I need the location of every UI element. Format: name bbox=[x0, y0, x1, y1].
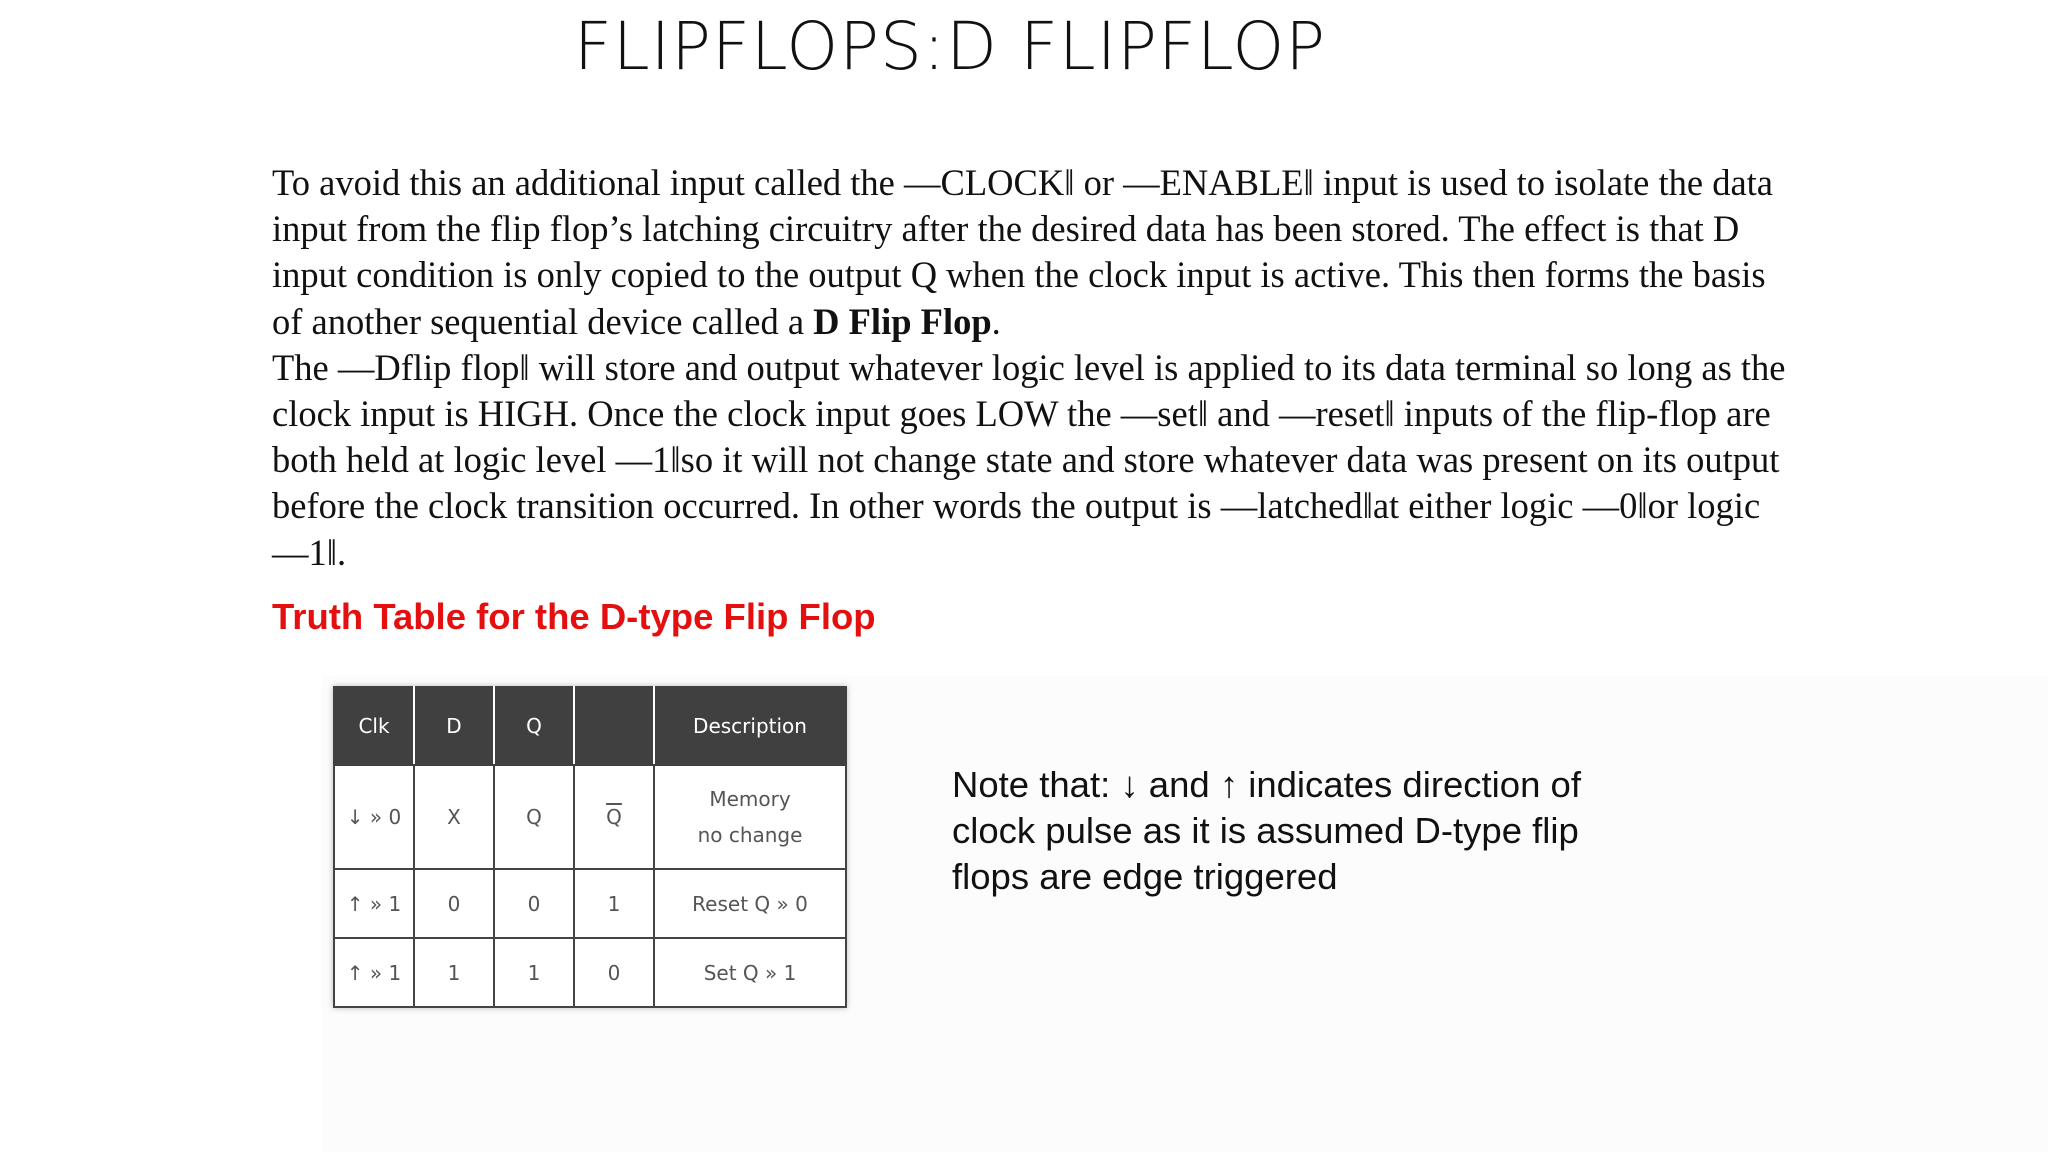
cell-qbar: 1 bbox=[574, 869, 654, 938]
paragraph-2: The ―Dflip flop‖ will store and output whatever logic level is applied to its data terminal so long as the clock input is HIGH. Once the clock input goes LOW the ―set‖ and ―reset‖ inputs of the flip-flop are both held at logic level ―1‖so it will not change state and store whatever data was present on its output before the clock transition occurred. In other words the output is ―latched‖at either logic ―0‖or logic ―1‖. bbox=[272, 346, 1786, 573]
note-text: Note that: ↓ and ↑ indicates direction of clock pulse as it is assumed D-type flip flops are edge triggered bbox=[952, 764, 1581, 897]
cell-clk: ↑ » 1 bbox=[334, 938, 414, 1007]
qbar-symbol: $\overline{Q}$ bbox=[606, 805, 622, 829]
truth-table bbox=[333, 686, 847, 1008]
table-row bbox=[334, 765, 846, 869]
truth-table-panel bbox=[322, 676, 2048, 1152]
slide-title: FLIPFLOPS:D FLIPFLOP bbox=[573, 8, 1327, 85]
description-line-2: no change bbox=[697, 823, 803, 847]
cell-q: Q bbox=[494, 765, 574, 869]
paragraph-1 bbox=[272, 160, 1802, 345]
paragraph-1-bold-term: D Flip Flop bbox=[813, 300, 992, 342]
paragraph-1-text: To avoid this an additional input called the ―CLOCK‖ or ―ENABLE‖ input is used to isolate the data input from the flip flop’s latching circuitry after the desired data has been stored. The effect is that D input condition is only copied to the output Q when the clock input is active. This then forms the basis of another sequential device called a bbox=[272, 162, 1774, 342]
paragraph-1-end: . bbox=[991, 300, 1001, 342]
cell-q: 0 bbox=[494, 869, 574, 938]
cell-qbar bbox=[574, 765, 654, 869]
header-q: Q bbox=[494, 687, 574, 765]
cell-clk: ↑ » 1 bbox=[334, 869, 414, 938]
cell-clk: ↓ » 0 bbox=[334, 765, 414, 869]
description-line-1: Memory bbox=[709, 787, 791, 811]
body-text bbox=[272, 160, 1802, 576]
header-clk: Clk bbox=[334, 687, 414, 765]
table-header-row bbox=[334, 687, 846, 765]
cell-d: X bbox=[414, 765, 494, 869]
header-description: Description bbox=[654, 687, 846, 765]
cell-description: Reset Q » 0 bbox=[654, 869, 846, 938]
cell-qbar: 0 bbox=[574, 938, 654, 1007]
header-qbar bbox=[574, 687, 654, 765]
header-d: D bbox=[414, 687, 494, 765]
truth-table-heading: Truth Table for the D-type Flip Flop bbox=[272, 596, 876, 637]
cell-d: 0 bbox=[414, 869, 494, 938]
table-row bbox=[334, 869, 846, 938]
table-row bbox=[334, 938, 846, 1007]
cell-q: 1 bbox=[494, 938, 574, 1007]
cell-d: 1 bbox=[414, 938, 494, 1007]
cell-description: Set Q » 1 bbox=[654, 938, 846, 1007]
cell-description bbox=[654, 765, 846, 869]
